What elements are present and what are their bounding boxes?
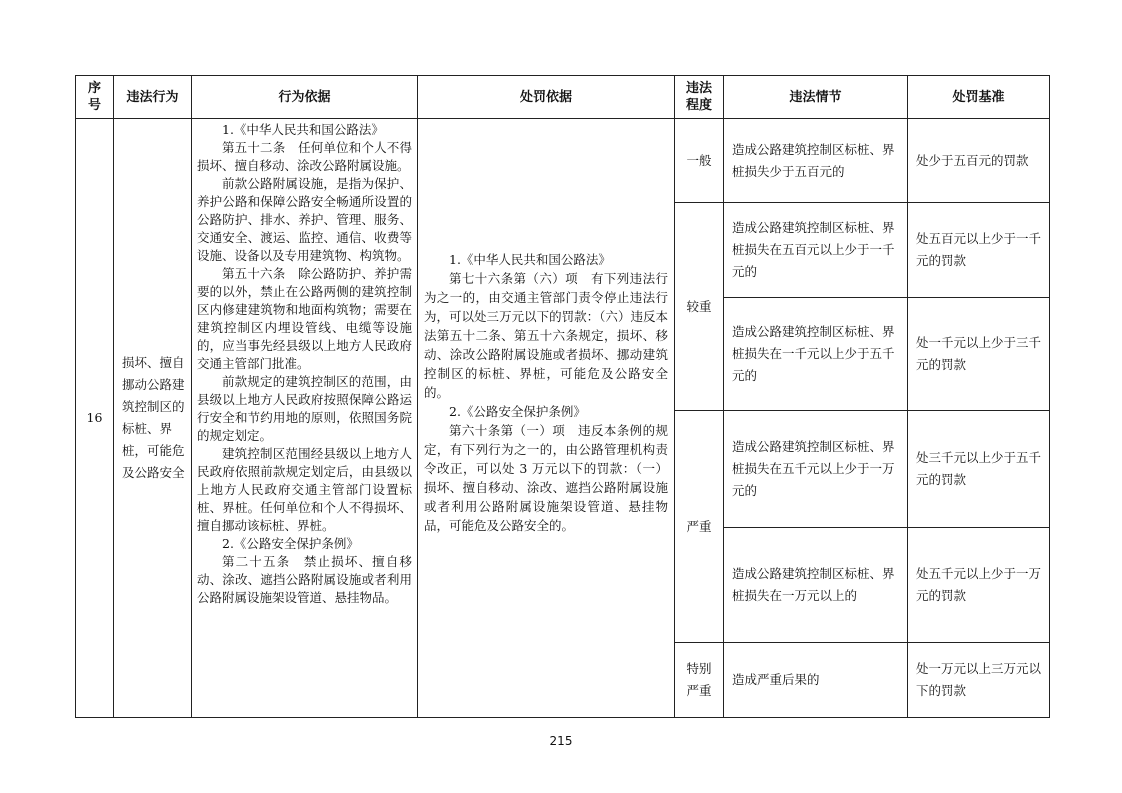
circumstance-cell: 造成公路建筑控制区标桩、界桩损失在一万元以上的 — [724, 528, 908, 643]
standard-cell: 处少于五百元的罚款 — [908, 119, 1050, 203]
penalty-table — [75, 75, 1050, 718]
basis-paragraph: 前款规定的建筑控制区的范围，由县级以上地方人民政府按照保障公路运行安全和节约用地的原则，依照国务院的规定划定。 — [197, 374, 412, 443]
header-row — [76, 76, 1050, 119]
circumstance-cell: 造成公路建筑控制区标桩、界桩损失在一千元以上少于五千元的 — [724, 298, 908, 411]
penalty-basis — [418, 119, 675, 718]
circumstance-cell: 造成公路建筑控制区标桩、界桩损失在五千元以上少于一万元的 — [724, 411, 908, 528]
basis-paragraph: 前款公路附属设施，是指为保护、养护公路和保障公路安全畅通所设置的公路防护、排水、养护、管理、服务、交通安全、渡运、监控、通信、收费等设施、设备以及专用建筑物、构筑物。 — [197, 176, 412, 263]
header-degree: 违法程度 — [675, 76, 724, 119]
header-penalty-basis: 处罚依据 — [418, 76, 675, 119]
basis-paragraph: 第五十六条 除公路防护、养护需要的以外，禁止在公路两侧的建筑控制区内修建建筑物和地面构筑物；需要在建筑控制区内埋设管线、电缆等设施的，应当事先经县级以上地方人民政府交通主管部门批准。 — [197, 266, 412, 371]
circumstance-cell: 造成严重后果的 — [724, 643, 908, 718]
basis-paragraph: 2.《公路安全保护条例》 — [222, 536, 359, 551]
legal-basis — [192, 119, 418, 718]
header-behavior: 违法行为 — [114, 76, 192, 119]
header-standard: 处罚基准 — [908, 76, 1050, 119]
header-basis: 行为依据 — [192, 76, 418, 119]
degree-serious: 较重 — [675, 203, 724, 411]
degree-extremely-severe: 特别严重 — [675, 643, 724, 718]
penalty-paragraph: 第七十六条第（六）项 有下列违法行为之一的，由交通主管部门责令停止违法行为，可以处三万元以下的罚款：（六）违反本法第五十二条、第五十六条规定，损坏、移动、涂改公路附属设施或者损坏、挪动建筑控制区的标桩、界桩，可能危及公路安全的。 — [424, 271, 668, 400]
header-circumstance: 违法情节 — [724, 76, 908, 119]
degree-severe: 严重 — [675, 411, 724, 643]
standard-cell: 处三千元以上少于五千元的罚款 — [908, 411, 1050, 528]
standard-cell: 处一千元以上少于三千元的罚款 — [908, 298, 1050, 411]
standard-cell: 处一万元以上三万元以下的罚款 — [908, 643, 1050, 718]
page-number: 215 — [549, 734, 573, 748]
basis-paragraph: 1.《中华人民共和国公路法》 — [222, 122, 384, 137]
table-row — [76, 119, 1050, 203]
basis-paragraph: 建筑控制区范围经县级以上地方人民政府依照前款规定划定后，由县级以上地方人民政府交通主管部门设置标桩、界桩。任何单位和个人不得损坏、擅自挪动该标桩、界桩。 — [197, 446, 412, 533]
basis-paragraph: 第五十二条 任何单位和个人不得损坏、擅自移动、涂改公路附属设施。 — [197, 140, 412, 173]
header-idx: 序号 — [76, 76, 114, 119]
circumstance-cell: 造成公路建筑控制区标桩、界桩损失在五百元以上少于一千元的 — [724, 203, 908, 298]
circumstance-cell: 造成公路建筑控制区标桩、界桩损失少于五百元的 — [724, 119, 908, 203]
standard-cell: 处五千元以上少于一万元的罚款 — [908, 528, 1050, 643]
standard-cell: 处五百元以上少于一千元的罚款 — [908, 203, 1050, 298]
degree-general: 一般 — [675, 119, 724, 203]
violation-behavior: 损坏、擅自挪动公路建筑控制区的标桩、界桩，可能危及公路安全 — [114, 119, 192, 718]
basis-paragraph: 第二十五条 禁止损坏、擅自移动、涂改、遮挡公路附属设施或者利用公路附属设施架设管道、悬挂物品。 — [197, 554, 412, 605]
penalty-paragraph: 2.《公路安全保护条例》 — [449, 404, 586, 419]
penalty-paragraph: 1.《中华人民共和国公路法》 — [449, 252, 611, 267]
penalty-paragraph: 第六十条第（一）项 违反本条例的规定，有下列行为之一的，由公路管理机构责令改正，可以处 3 万元以下的罚款：（一）损坏、擅自移动、涂改、遮挡公路附属设施或者利用公路附属设施架设管道、悬挂物品，可能危及公路安全的。 — [424, 423, 668, 533]
row-index: 16 — [76, 119, 114, 718]
